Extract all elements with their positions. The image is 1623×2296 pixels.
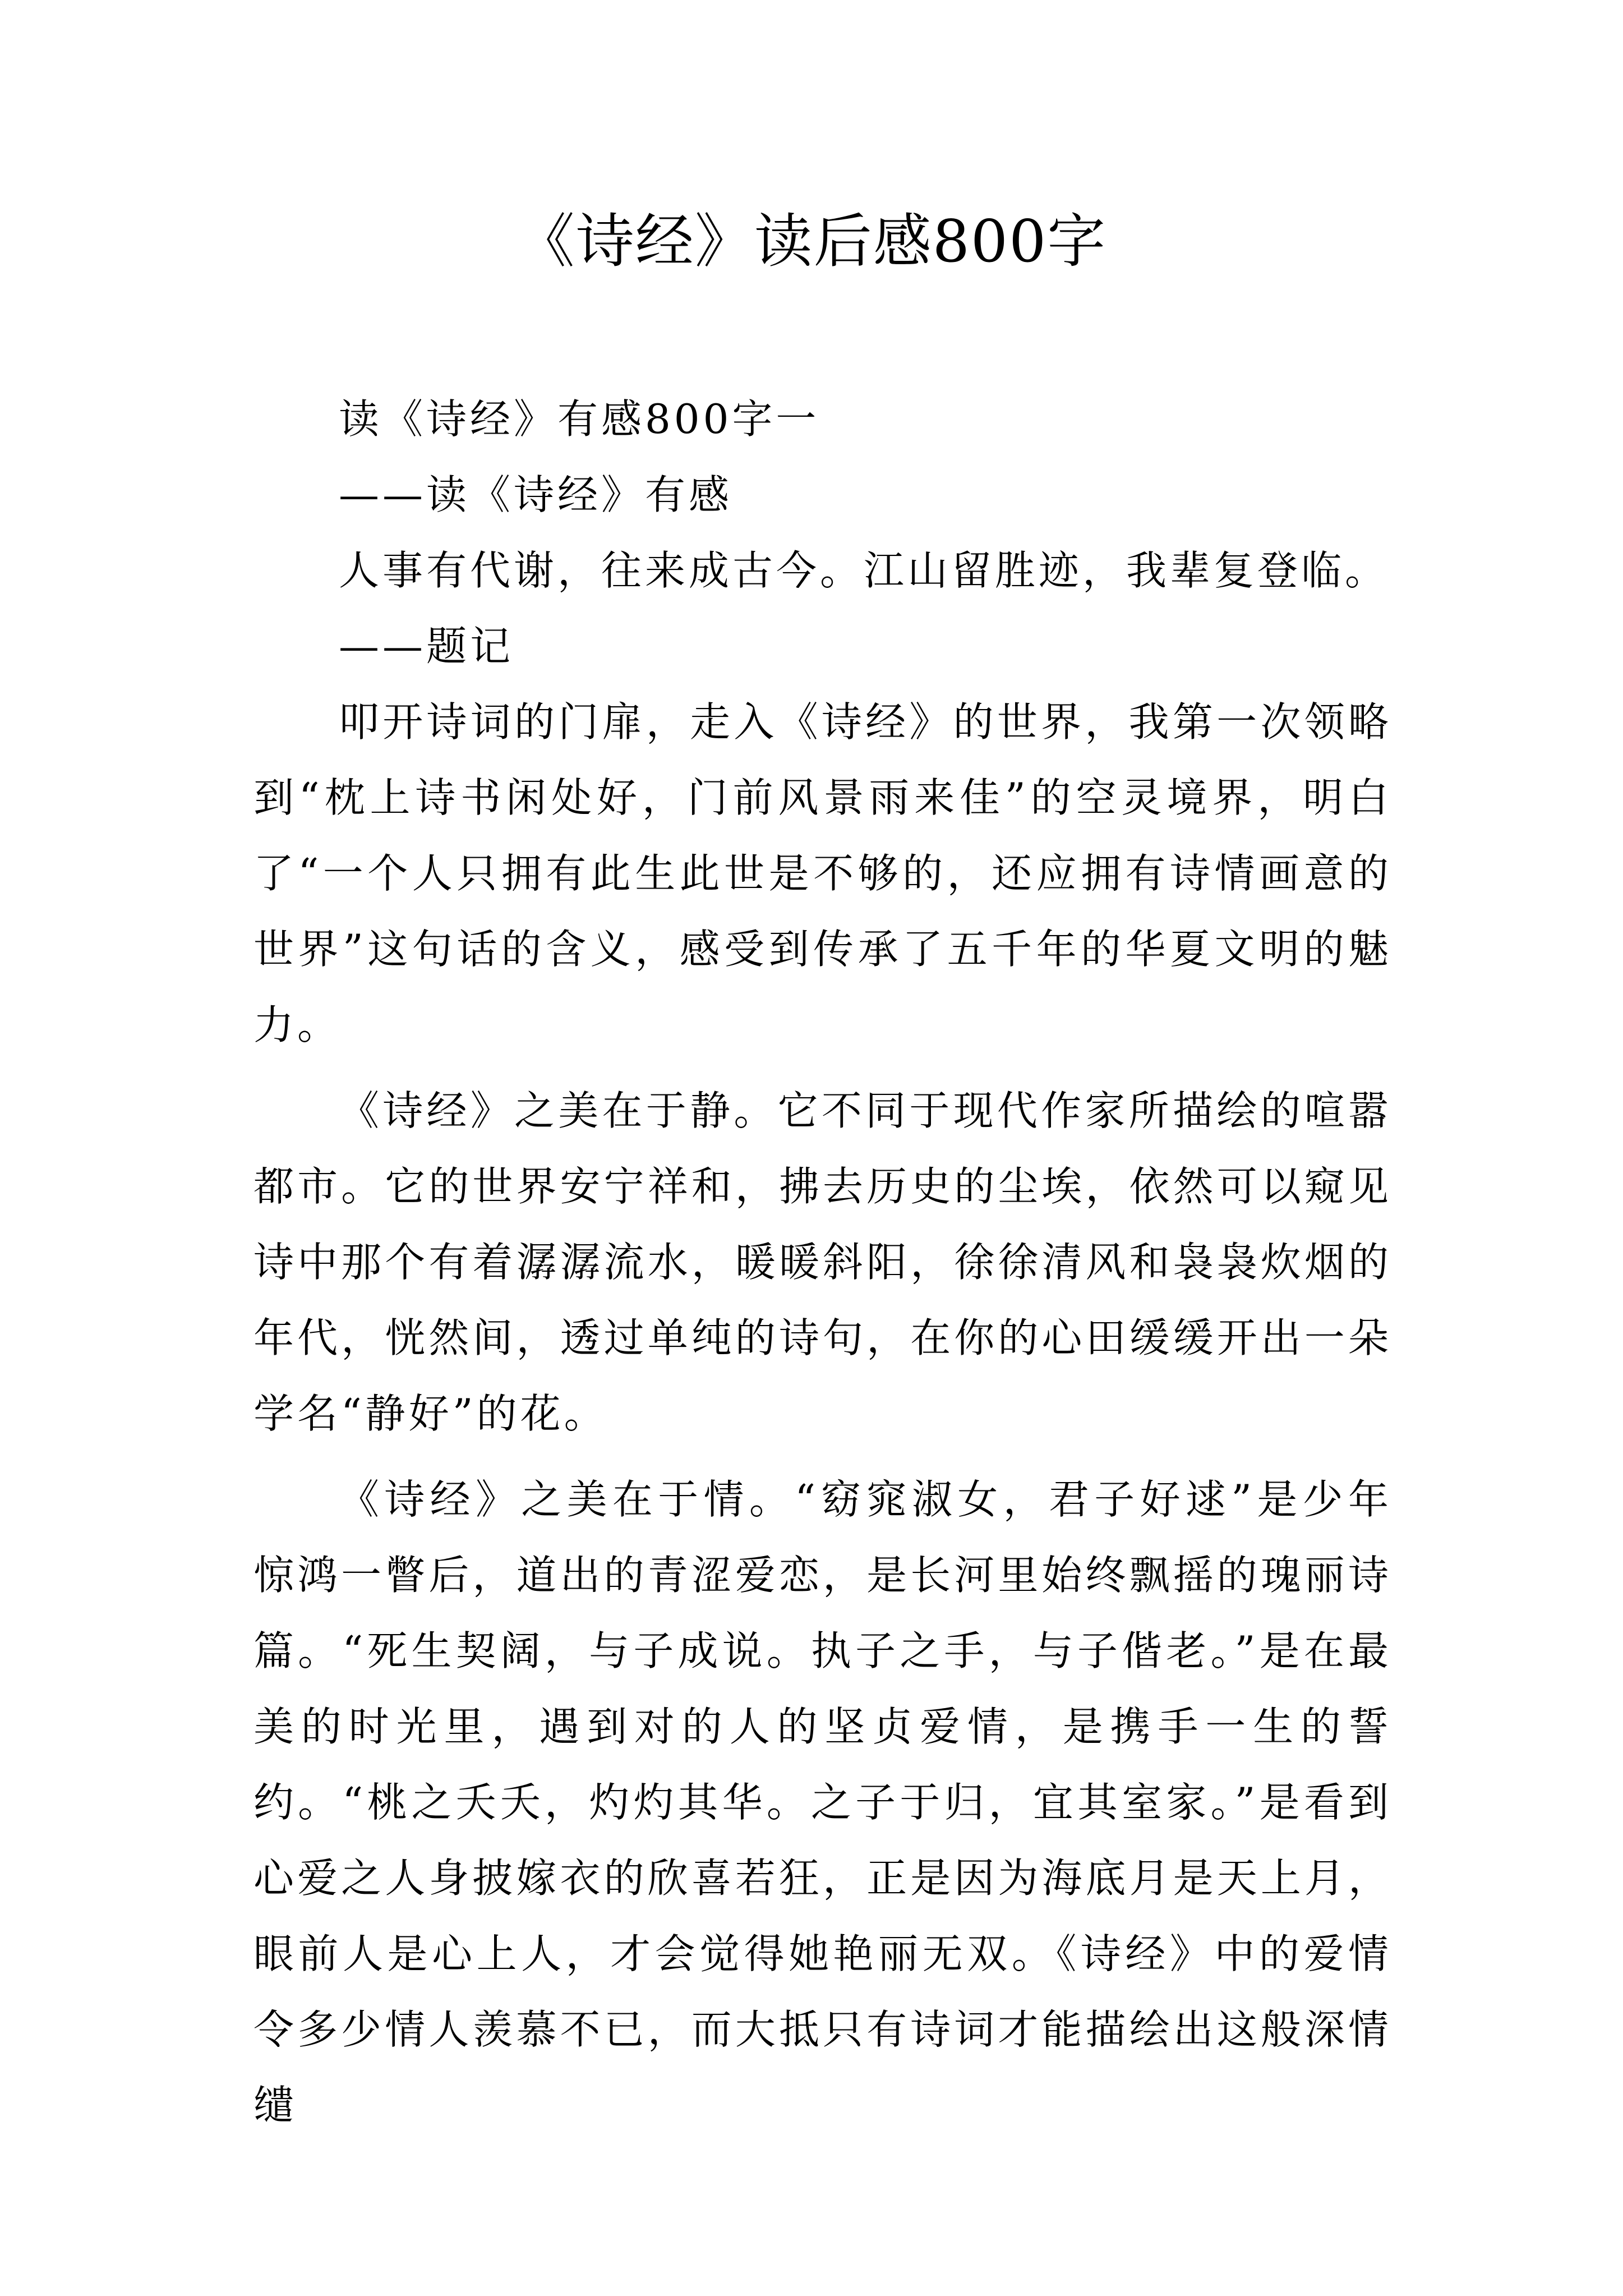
document-body	[253, 381, 1392, 2143]
essay-dash-title: ——读《诗经》有感	[339, 471, 733, 518]
epigraph: 人事有代谢，往来成古今。江山留胜迹，我辈复登临。	[339, 547, 1389, 594]
paragraph-1: 叩开诗词的门扉，走入《诗经》的世界，我第一次领略到“枕上诗书闲处好，门前风景雨来佳”的空灵境界，明白了“一个人只拥有此生此世是不够的，还应拥有诗情画意的世界”这句话的含义，感受到传承了五千年的华夏文明的魅力。	[253, 698, 1392, 1048]
paragraph-3: 《诗经》之美在于情。“窈窕淑女，君子好逑”是少年惊鸿一瞥后，道出的青涩爱恋，是长河里始终飘摇的瑰丽诗篇。“死生契阔，与子成说。执子之手，与子偕老。”是在最美的时光里，遇到对的人的坚贞爱情，是携手一生的誓约。“桃之夭夭，灼灼其华。之子于归，宜其室家。”是看到心爱之人身披嫁衣的欣喜若狂，正是因为海底月是天上月，眼前人是心上人，才会觉得她艳丽无双。《诗经》中的爱情令多少情人羡慕不已，而大抵只有诗词才能描绘出这般深情缱	[253, 1476, 1392, 2129]
document-title: 《诗经》读后感800字	[516, 207, 1107, 275]
essay-subtitle: 读《诗经》有感800字一	[339, 395, 820, 443]
paragraph-2: 《诗经》之美在于静。它不同于现代作家所描绘的喧嚣都市。它的世界安宁祥和，拂去历史的尘埃，依然可以窥见诗中那个有着潺潺流水，暖暖斜阳，徐徐清风和袅袅炊烟的年代，恍然间，透过单纯的诗句，在你的心田缓缓开出一朵学名“静好”的花。	[253, 1087, 1392, 1437]
epigraph-source: ——题记	[339, 623, 514, 670]
